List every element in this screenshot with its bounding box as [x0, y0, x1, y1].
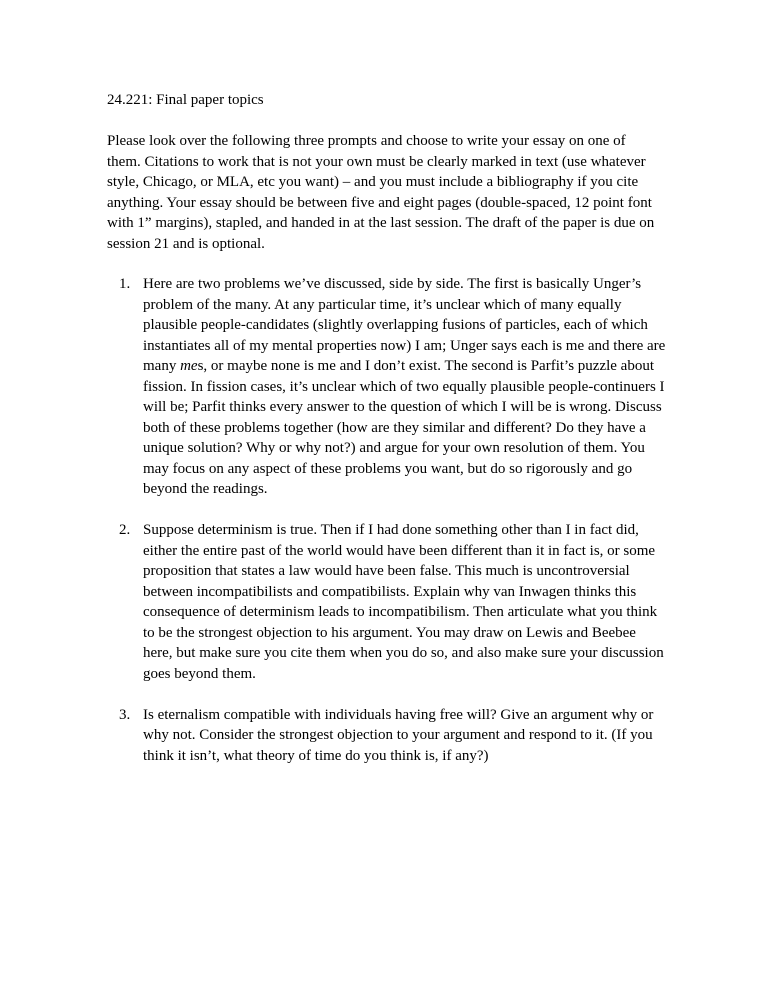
- intro-paragraph: Please look over the following three prompts and choose to write your essay on one of them. Citations to work that is not your own must be clearly marked in text (use whatever style, Chicago, or MLA, etc you want) – and you must include a bibliography if you cite anything. Your essay should be between five and eight pages (double-spaced, 12 point font with 1” margins), stapled, and handed in at the last session. The draft of the paper is due on session 21 and is optional.: [107, 133, 655, 252]
- prompt-text-segment: Here are two problems we’ve discussed, side by side. The first is basically Unger’s problem of the many. At any particular time, it’s unclear which of many equally plausible people-candidates (slightly overlapping fusions of particles, each of which instantiates all of my mental properties now) I am; Unger says each is me and there are many: [143, 276, 666, 374]
- prompt-item: [107, 520, 669, 684]
- prompt-number: 2.: [119, 522, 131, 538]
- prompt-item: [107, 274, 669, 500]
- prompt-text: Suppose determinism is true. Then if I had done something other than I in fact did, either the entire past of the world would have been different than it in fact is, or some proposition that states a law would have been false. This much is uncontroversial between incompatibilists and compatibilists. Explain why van Inwagen thinks this consequence of determinism leads to incompatibilism. Then articulate what you think to be the strongest objection to his argument. You may draw on Lewis and Beebee here, but make sure you cite them when you do so, and also make sure your discussion goes beyond them.: [143, 522, 664, 682]
- prompt-list: [107, 274, 669, 787]
- prompt-text: [143, 274, 667, 500]
- prompt-item: [107, 705, 669, 767]
- prompt-number: 3.: [119, 706, 131, 723]
- document-title: 24.221: Final paper topics: [107, 92, 264, 108]
- prompt-text: Is eternalism compatible with individuals having free will? Give an argument why or why not. Consider the strongest objection to your argument and respond to it. (If you think it isn’t, what theory of time do you think is, if any?): [143, 706, 654, 764]
- prompt-text-segment: s, or maybe none is me and I don’t exist. The second is Parfit’s puzzle about fission. In fission cases, it’s unclear which of two equally plausible people-continuers I will be; Parfit thinks every answer to the question of which I will be is wrong. Discuss both of these problems together (how are they similar and different? Do they have a unique solution? Why or why not?) and argue for your own resolution of them. You may focus on any aspect of these problems you want, but do so rigorously and go beyond the readings.: [143, 358, 665, 497]
- emphasized-word: me: [180, 358, 198, 374]
- prompt-number: 1.: [119, 276, 131, 292]
